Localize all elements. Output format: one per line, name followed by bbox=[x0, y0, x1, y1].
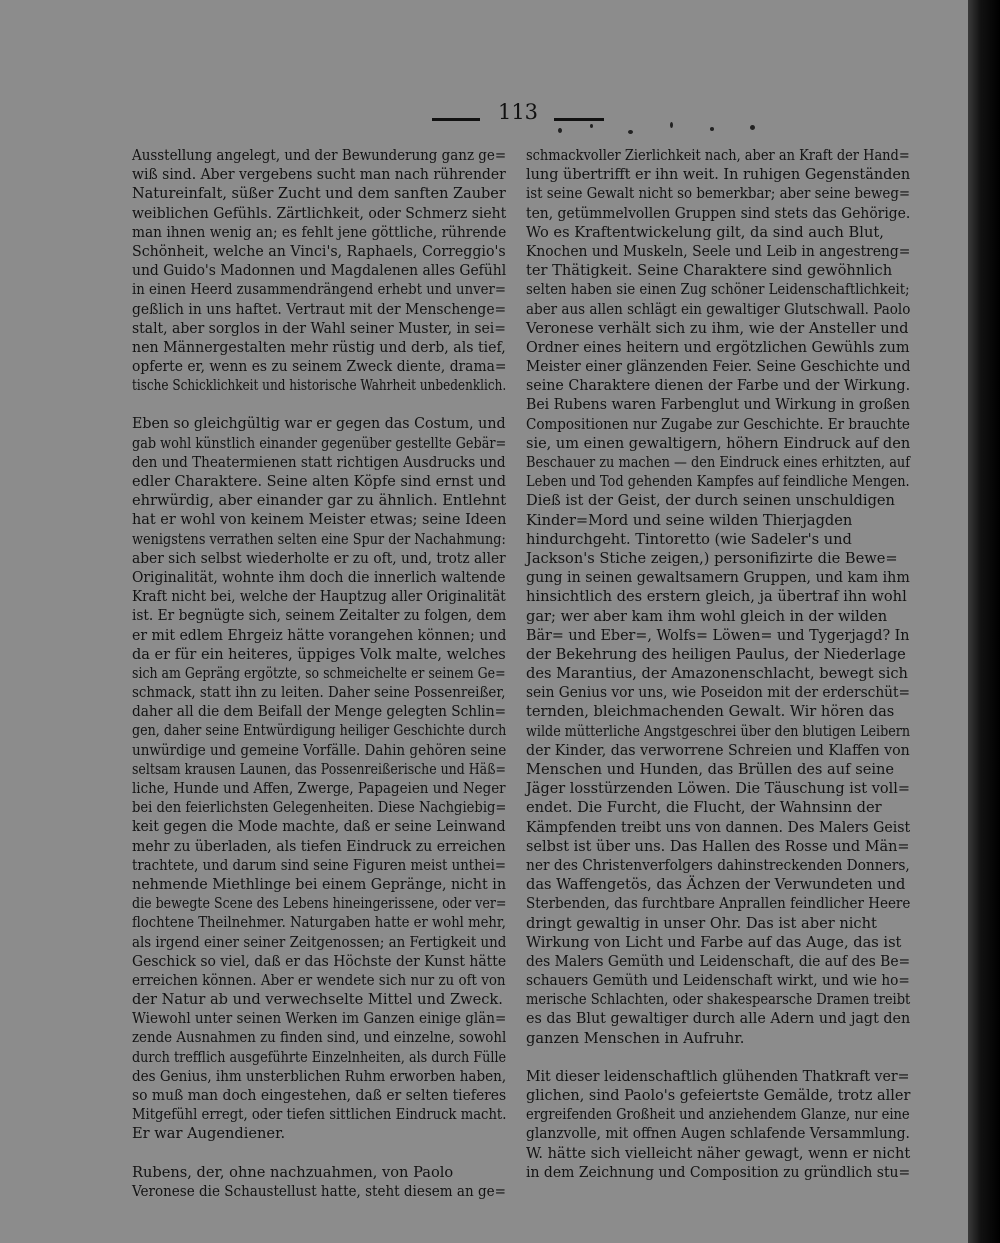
paragraph bbox=[132, 414, 506, 1143]
text-line: da er für ein heiteres, üppiges Volk malte, welches bbox=[132, 645, 506, 663]
text-line: Veronese verhält sich zu ihm, wie der Ansteller und bbox=[526, 319, 909, 337]
text-line: Kämpfenden treibt uns von dannen. Des Malers Geist bbox=[526, 818, 911, 836]
text-line: Kinder=Mord und seine wilden Thierjagden bbox=[526, 511, 853, 529]
text-line: ehrwürdig, aber einander gar zu ähnlich. Entlehnt bbox=[132, 492, 507, 510]
text-line: ist. Er begnügte sich, seinem Zeitalter zu folgen, dem bbox=[132, 607, 507, 625]
text-line: daher all die dem Beifall der Menge gelegten Schlin= bbox=[132, 703, 507, 721]
text-line: selbst ist über uns. Das Hallen des Rosse und Män= bbox=[526, 837, 910, 855]
scan-edge bbox=[968, 0, 1000, 1243]
text-line: liche, Hunde und Affen, Zwerge, Papageien und Neger bbox=[132, 780, 506, 797]
text-line: seltsam krausen Launen, das Possenreißerische und Häß= bbox=[132, 760, 506, 778]
text-line: flochtene Theilnehmer. Naturgaben hatte er wohl mehr, bbox=[132, 914, 506, 932]
text-line: gab wohl künstlich einander gegenüber gestellte Gebär= bbox=[132, 434, 507, 452]
text-line: aber aus allen schlägt ein gewaltiger Glutschwall. Paolo bbox=[526, 300, 911, 318]
text-line: keit gegen die Mode machte, daß er seine Leinwand bbox=[132, 818, 506, 836]
text-line: hinsichtlich des erstern gleich, ja übertraf ihn wohl bbox=[526, 588, 907, 606]
text-line: man ihnen wenig an; es fehlt jene göttliche, rührende bbox=[132, 223, 507, 241]
text-line: sein Genius vor uns, wie Poseidon mit der erderschüt= bbox=[526, 684, 911, 702]
paragraph-gap bbox=[132, 395, 506, 414]
text-line: er mit edlem Ehrgeiz hätte vorangehen können; und bbox=[132, 626, 507, 644]
text-line: nehmende Miethlinge bei einem Gepränge, nicht in bbox=[132, 875, 507, 893]
text-line: edler Charaktere. Seine alten Köpfe sind ernst und bbox=[132, 473, 506, 490]
text-line: Ausstellung angelegt, und der Bewunderung ganz ge= bbox=[132, 147, 507, 164]
page-header bbox=[0, 100, 968, 130]
text-line: merische Schlachten, oder shakespearsche Dramen treibt bbox=[526, 991, 911, 1009]
text-line: Rubens, der, ohne nachzuahmen, von Paolo bbox=[132, 1163, 454, 1181]
text-line: sich am Gepräng ergötzte, so schmeichelte er seinem Ge= bbox=[132, 664, 506, 682]
text-line: sie, um einen gewaltigern, höhern Eindruck auf den bbox=[526, 434, 911, 452]
text-line: in dem Zeichnung und Composition zu gründlich stu= bbox=[526, 1163, 911, 1181]
ink-specks bbox=[550, 118, 790, 142]
text-line: Sterbenden, das furchtbare Anprallen feindlicher Heere bbox=[526, 895, 911, 913]
text-line: opferte er, wenn es zu seinem Zweck diente, drama= bbox=[132, 358, 507, 376]
text-line: Mitgefühl erregt, oder tiefen sittlichen Eindruck macht. bbox=[132, 1106, 507, 1124]
text-line: geßlich in uns haftet. Vertraut mit der Menschenge= bbox=[132, 300, 507, 318]
text-line: weiblichen Gefühls. Zärtlichkeit, oder Schmerz sieht bbox=[132, 204, 507, 222]
text-line: gar; wer aber kam ihm wohl gleich in der wilden bbox=[526, 607, 888, 625]
paragraph-gap bbox=[132, 1144, 506, 1163]
text-line: W. hätte sich vielleicht näher gewagt, wenn er nicht bbox=[526, 1144, 911, 1162]
text-line: ergreifenden Großheit und anziehendem Glanze, nur eine bbox=[526, 1106, 910, 1124]
text-line: Knochen und Muskeln, Seele und Leib in angestreng= bbox=[526, 242, 911, 260]
text-line: Menschen und Hunden, das Brüllen des auf seine bbox=[526, 761, 895, 778]
text-line: bei den feierlichsten Gelegenheiten. Diese Nachgiebig= bbox=[132, 799, 507, 817]
paragraph bbox=[132, 146, 506, 395]
text-line: die bewegte Scene des Lebens hineingerissene, oder ver= bbox=[132, 895, 507, 913]
text-line: des Genius, ihm unsterblichen Ruhm erworben haben, bbox=[132, 1067, 507, 1085]
text-line: Wiewohl unter seinen Werken im Ganzen einige glän= bbox=[132, 1010, 507, 1028]
text-line: gen, daher seine Entwürdigung heiliger Geschichte durch bbox=[132, 722, 507, 740]
text-line: ner des Christenverfolgers dahinstreckenden Donners, bbox=[526, 856, 910, 874]
text-line: zende Ausnahmen zu finden sind, und einzelne, sowohl bbox=[132, 1029, 507, 1047]
header-rule-left bbox=[432, 118, 480, 121]
text-line: Jackson's Stiche zeigen,) personifizirte die Bewe= bbox=[526, 549, 898, 567]
text-line: stalt, aber sorglos in der Wahl seiner Muster, in sei= bbox=[132, 319, 506, 337]
text-line: Geschick so viel, daß er das Höchste der Kunst hätte bbox=[132, 952, 507, 970]
text-line: ter Thätigkeit. Seine Charaktere sind gewöhnlich bbox=[526, 262, 893, 280]
text-line: Wo es Kraftentwickelung gilt, da sind auch Blut, bbox=[526, 223, 884, 241]
text-line: ternden, bleichmachenden Gewalt. Wir hören das bbox=[526, 703, 895, 721]
text-line: der Kinder, das verworrene Schreien und Klaffen von bbox=[526, 741, 910, 759]
text-line: erreichen können. Aber er wendete sich nur zu oft von bbox=[132, 971, 506, 989]
left-column bbox=[132, 146, 506, 1201]
text-line: wilde mütterliche Angstgeschrei über den blutigen Leibern bbox=[526, 722, 911, 740]
text-line: Meister einer glänzenden Feier. Seine Geschichte und bbox=[526, 358, 911, 376]
text-line: als irgend einer seiner Zeitgenossen; an Fertigkeit und bbox=[132, 933, 507, 951]
text-line: nen Männergestalten mehr rüstig und derb, als tief, bbox=[132, 338, 506, 356]
paragraph-gap bbox=[526, 1048, 910, 1067]
paragraph bbox=[526, 146, 910, 1048]
text-line: tische Schicklichkeit und historische Wahrheit unbedenklich. bbox=[132, 377, 507, 395]
text-line: und Guido's Madonnen und Magdalenen alles Gefühl bbox=[132, 262, 507, 280]
text-line: Bär= und Eber=, Wolfs= Löwen= und Tygerjagd? In bbox=[526, 626, 910, 644]
text-line: Veronese die Schaustellust hatte, steht diesem an ge= bbox=[132, 1182, 506, 1200]
text-line: Wirkung von Licht und Farbe auf das Auge, das ist bbox=[526, 933, 902, 951]
text-line: hindurchgeht. Tintoretto (wie Sadeler's und bbox=[526, 530, 852, 548]
text-line: Schönheit, welche an Vinci's, Raphaels, Correggio's bbox=[132, 242, 506, 260]
text-line: Kraft nicht bei, welche der Hauptzug aller Originalität bbox=[132, 588, 506, 606]
text-line: lung übertrifft er ihn weit. In ruhigen Gegenständen bbox=[526, 166, 911, 184]
text-line: so muß man doch eingestehen, daß er selten tieferes bbox=[132, 1087, 507, 1104]
text-line: durch trefflich ausgeführte Einzelnheiten, als durch Fülle bbox=[132, 1048, 507, 1066]
text-line: wiß sind. Aber vergebens sucht man nach rührender bbox=[132, 166, 506, 184]
text-line: Er war Augendiener. bbox=[132, 1125, 286, 1143]
text-line: es das Blut gewaltiger durch alle Adern und jagt den bbox=[526, 1010, 911, 1028]
text-line: in einen Heerd zusammendrängend erhebt und unver= bbox=[132, 281, 506, 299]
text-line: Leben und Tod gehenden Kampfes auf feindliche Mengen. bbox=[526, 473, 910, 491]
text-line: schauers Gemüth und Leidenschaft wirkt, und wie ho= bbox=[526, 972, 910, 990]
text-line: das Waffengetös, das Ächzen der Verwundeten und bbox=[526, 876, 906, 894]
text-line: ten, getümmelvollen Gruppen sind stets das Gehörige. bbox=[526, 204, 911, 222]
text-line: des Marantius, der Amazonenschlacht, bewegt sich bbox=[526, 665, 908, 683]
text-line: trachtete, und darum sind seine Figuren meist unthei= bbox=[132, 856, 506, 874]
text-line: schmack, statt ihn zu leiten. Daher seine Possenreißer, bbox=[132, 684, 506, 702]
text-line: Ordner eines heitern und ergötzlichen Gewühls zum bbox=[526, 338, 910, 356]
text-line: Bei Rubens waren Farbenglut und Wirkung in großen bbox=[526, 396, 910, 414]
text-line: mehr zu überladen, als tiefen Eindruck zu erreichen bbox=[132, 837, 506, 855]
text-line: Beschauer zu machen — den Eindruck eines erhitzten, auf bbox=[526, 454, 911, 471]
text-line: des Malers Gemüth und Leidenschaft, die auf des Be= bbox=[526, 952, 911, 970]
right-column bbox=[526, 146, 910, 1182]
text-line: Originalität, wohnte ihm doch die innerlich waltende bbox=[132, 568, 506, 586]
text-line: der Bekehrung des heiligen Paulus, der Niederlage bbox=[526, 645, 906, 663]
paragraph bbox=[132, 1163, 506, 1201]
text-line: Natureinfalt, süßer Zucht und dem sanften Zauber bbox=[132, 185, 506, 203]
text-line: seine Charaktere dienen der Farbe und der Wirkung. bbox=[526, 377, 911, 395]
paragraph bbox=[526, 1067, 910, 1182]
text-line: Mit dieser leidenschaftlich glühenden Thatkraft ver= bbox=[526, 1067, 910, 1085]
text-line: glanzvolle, mit offnen Augen schlafende Versammlung. bbox=[526, 1125, 910, 1143]
text-line: ist seine Gewalt nicht so bemerkbar; aber seine beweg= bbox=[526, 185, 911, 203]
text-line: Eben so gleichgültig war er gegen das Costum, und bbox=[132, 415, 506, 433]
text-line: schmackvoller Zierlichkeit nach, aber an Kraft der Hand= bbox=[526, 147, 910, 164]
text-line: Dieß ist der Geist, der durch seinen unschuldigen bbox=[526, 492, 895, 510]
text-line: unwürdige und gemeine Vorfälle. Dahin gehören seine bbox=[132, 741, 507, 759]
text-line: Jäger losstürzenden Löwen. Die Täuschung ist voll= bbox=[526, 780, 910, 798]
text-line: den und Theatermienen statt richtigen Ausdrucks und bbox=[132, 453, 506, 471]
text-line: ganzen Menschen in Aufruhr. bbox=[526, 1029, 745, 1047]
text-line: dringt gewaltig in unser Ohr. Das ist aber nicht bbox=[526, 914, 877, 932]
text-line: hat er wohl von keinem Meister etwas; seine Ideen bbox=[132, 511, 507, 529]
text-line: aber sich selbst wiederholte er zu oft, und, trotz aller bbox=[132, 549, 506, 567]
text-line: Compositionen nur Zugabe zur Geschichte. Er brauchte bbox=[526, 415, 910, 433]
text-line: glichen, sind Paolo's gefeiertste Gemälde, trotz aller bbox=[526, 1087, 911, 1104]
text-line: wenigstens verrathen selten eine Spur der Nachahmung: bbox=[132, 530, 506, 548]
text-line: endet. Die Furcht, die Flucht, der Wahnsinn der bbox=[526, 799, 882, 817]
text-line: der Natur ab und verwechselte Mittel und Zweck. bbox=[132, 991, 503, 1009]
page-number: 113 bbox=[497, 100, 539, 124]
text-line: selten haben sie einen Zug schöner Leidenschaftlichkeit; bbox=[526, 281, 910, 299]
text-line: gung in seinen gewaltsamern Gruppen, und kam ihm bbox=[526, 569, 910, 587]
